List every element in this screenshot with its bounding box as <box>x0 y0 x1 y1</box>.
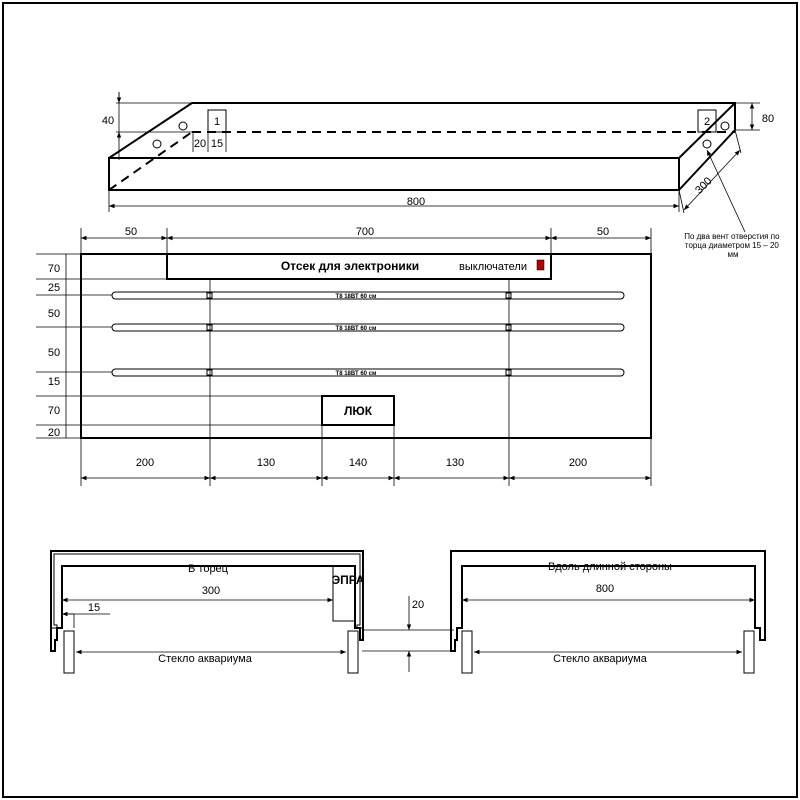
dim-bottom-2: 130 <box>256 457 276 469</box>
long-glass-label: Стекло аквариума <box>553 653 647 665</box>
isometric-view <box>102 92 782 259</box>
dim-tab-offset: 20 <box>193 138 207 150</box>
tab-2-label: 2 <box>703 116 711 128</box>
dim-line-depth <box>684 150 740 210</box>
dim-height-right: 80 <box>761 113 775 125</box>
dim-bottom-5: 200 <box>568 457 588 469</box>
dim-height-left: 40 <box>101 115 115 127</box>
box-edge-right <box>679 103 735 158</box>
dim-left-7: 20 <box>47 427 61 439</box>
dim-top-1: 50 <box>124 226 138 238</box>
outer-border <box>3 3 797 797</box>
lamp-1 <box>112 292 624 300</box>
dim-top-3: 50 <box>596 226 610 238</box>
end-glass-left <box>64 631 74 673</box>
hatch-label: ЛЮК <box>343 404 373 418</box>
dim-tab-width: 15 <box>210 138 224 150</box>
electronics-label: Отсек для электроники <box>280 259 420 273</box>
dim-left-1: 70 <box>47 263 61 275</box>
dim-left-6: 70 <box>47 405 61 417</box>
lamp-3 <box>112 369 624 377</box>
dim-top-2: 700 <box>355 226 375 238</box>
dim-depth: 300 <box>693 175 715 197</box>
vent-note: По два вент отверстия по торца диаметром 15 – 20 мм <box>684 232 780 259</box>
plan-view <box>36 226 651 486</box>
epra-label: ЭПРА <box>331 573 365 587</box>
dim-left-4: 50 <box>47 347 61 359</box>
gap-height: 20 <box>411 599 425 611</box>
tab-1-label: 1 <box>213 116 221 128</box>
switches-label: выключатели <box>459 261 527 273</box>
vent-hole-right-2 <box>703 140 711 148</box>
long-title: Вдоль длинной стороны <box>548 561 672 573</box>
vent-hole-left-2 <box>153 140 161 148</box>
dim-bottom-4: 130 <box>445 457 465 469</box>
long-glass-right <box>744 631 754 673</box>
end-title: В торец <box>188 563 228 575</box>
end-glass-right <box>348 631 358 673</box>
lamp-2-label: Т8 18ВТ 60 см <box>335 326 377 332</box>
long-width: 800 <box>595 583 615 595</box>
vent-note-leader <box>707 150 745 232</box>
dim-left-5: 15 <box>47 376 61 388</box>
hidden-edge-left <box>109 132 192 190</box>
end-glass-label: Стекло аквариума <box>158 653 252 665</box>
vent-hole-right-1 <box>721 122 729 130</box>
vent-hole-left-1 <box>179 122 187 130</box>
switch-indicator <box>537 260 544 270</box>
box-front-face <box>109 158 679 190</box>
dim-bottom-3: 140 <box>348 457 368 469</box>
lamp-2 <box>112 324 624 332</box>
end-offset: 15 <box>87 602 101 614</box>
section-end <box>51 551 365 673</box>
end-width: 300 <box>201 585 221 597</box>
lamp-1-label: Т8 18ВТ 60 см <box>335 294 377 300</box>
section-long <box>451 551 765 673</box>
lamp-3-label: Т8 18ВТ 60 см <box>335 371 377 377</box>
long-glass-left <box>462 631 472 673</box>
dim-bottom-1: 200 <box>135 457 155 469</box>
dim-left-2: 25 <box>47 282 61 294</box>
dim-length: 800 <box>406 196 426 208</box>
gap-dimension <box>362 596 454 672</box>
dim-left-3: 50 <box>47 308 61 320</box>
